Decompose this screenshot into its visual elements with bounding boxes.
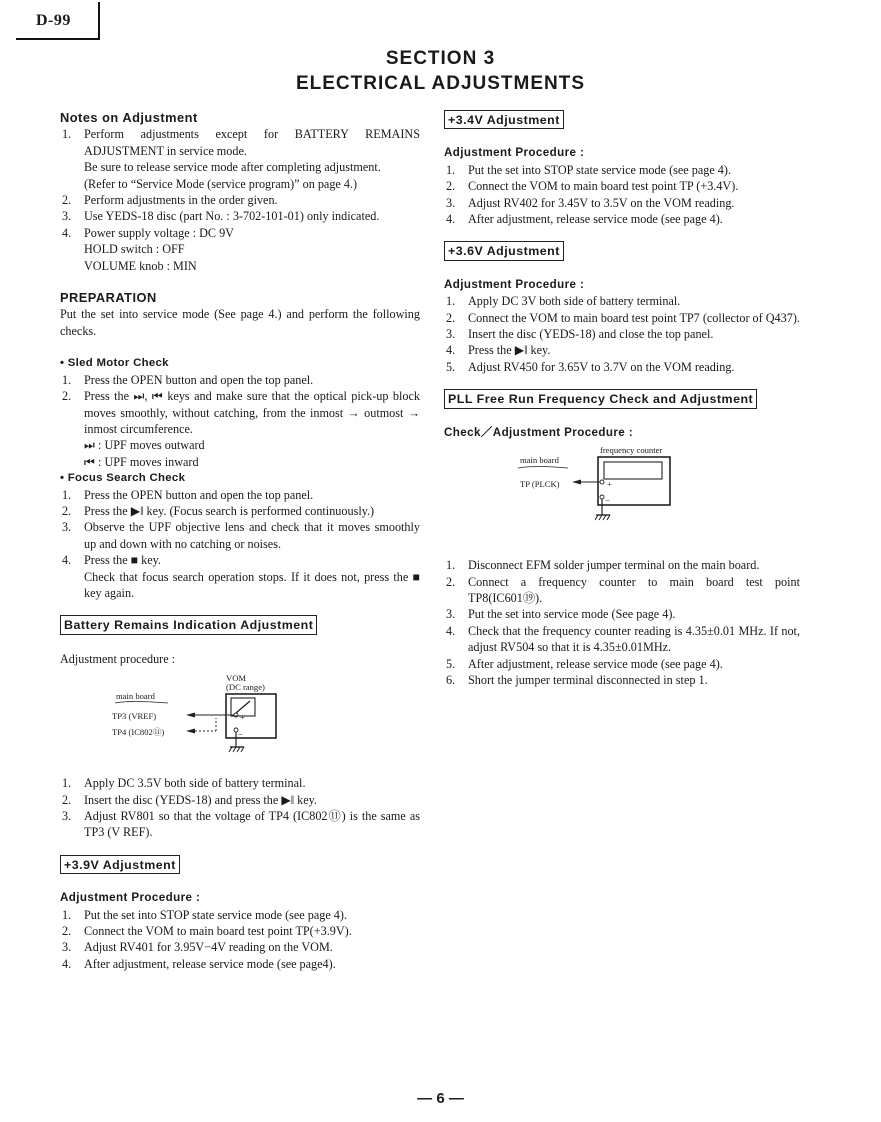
adj34-3-text: Adjust RV402 for 3.45V to 3.5V on the VOM reading. <box>468 195 735 210</box>
sled-legend-forward: ⏭ : UPF moves outward <box>84 438 205 453</box>
notes-item-1 <box>60 126 420 192</box>
item-number: 2. <box>446 310 456 325</box>
battery-heading: Battery Remains Indication Adjustment <box>60 615 317 634</box>
pll-1-text: Disconnect EFM solder jumper terminal on the main board. <box>468 558 760 573</box>
model-number: D-99 <box>36 12 71 29</box>
adj36-2-text: Connect the VOM to main board test point TP7 (collector of Q437). <box>468 310 800 325</box>
focus-4-text: Press the ■ key. <box>84 553 161 568</box>
adj36-item-3 <box>444 326 800 342</box>
focus-search-heading: • Focus Search Check <box>60 472 186 485</box>
notes-item-2 <box>60 192 420 208</box>
battery-procedure-label: Adjustment procedure : <box>60 651 176 666</box>
item-number: 4. <box>446 343 456 358</box>
section-number: SECTION 3 <box>385 48 496 69</box>
battery-item-3 <box>60 808 420 841</box>
tp3-label: TP3 (VREF) <box>112 711 157 722</box>
item-number: 1. <box>446 294 456 309</box>
notes-item-4 <box>60 225 420 274</box>
adj39-item-4 <box>60 956 420 972</box>
tp4-label: TP4 (IC802⑪) <box>112 727 165 738</box>
adj39-3-text: Adjust RV401 for 3.95V−4V reading on the VOM. <box>84 940 333 955</box>
adj39-item-3 <box>60 939 420 955</box>
adj36-item-1 <box>444 293 800 309</box>
focus-item-1 <box>60 487 420 503</box>
adj36-item-4 <box>444 342 800 358</box>
pll-item-3 <box>444 606 800 622</box>
sled-legend-backward: ⏮ : UPF moves inward <box>84 454 199 469</box>
sled-1-text: Press the OPEN button and open the top panel. <box>84 372 314 387</box>
vom-label: VOM <box>226 673 247 684</box>
hold-switch-text: HOLD switch : OFF <box>84 242 185 257</box>
vom-minus-label: − <box>238 729 243 740</box>
adj36-item-2 <box>444 310 800 326</box>
pll-item-4 <box>444 623 800 656</box>
pll-counter-diagram <box>444 441 800 557</box>
item-number: 4. <box>62 956 72 971</box>
focus-item-3 <box>60 519 420 552</box>
item-number: 2. <box>62 924 72 939</box>
focus-2-text: Press the ▶‖ key. (Focus search is performed continuously.) <box>84 503 375 518</box>
sled-2-text: Press the ⏭, ⏮ keys and make sure that the optical pick-up block moves smoothly, without catching, from the inmost → outmost → inmost circumference. <box>84 389 420 436</box>
sled-item-2 <box>60 388 420 437</box>
item-number: 1. <box>62 487 72 502</box>
battery-item-2 <box>60 792 420 808</box>
focus-3-text: Observe the UPF objective lens and check that it moves smoothly up and down with no catching or noises. <box>84 520 420 551</box>
battery-vom-diagram <box>60 667 420 767</box>
notes-1-text: Perform adjustments except for BATTERY REMAINS ADJUSTMENT in service mode. <box>84 127 420 158</box>
item-number: 2. <box>446 574 456 589</box>
adj34-item-2 <box>444 178 800 194</box>
pll-item-2 <box>444 574 800 607</box>
main-board-label: main board <box>116 691 155 702</box>
battery-1-text: Apply DC 3.5V both side of battery terminal. <box>84 776 306 791</box>
adj36-procedure-label: Adjustment Procedure : <box>444 277 585 291</box>
adj34-item-4 <box>444 211 800 227</box>
pll-item-5 <box>444 656 800 672</box>
adj34-2-text: Connect the VOM to main board test point TP (+3.4V). <box>468 179 739 194</box>
item-number: 2. <box>62 792 72 807</box>
adj39-procedure-label: Adjustment Procedure : <box>60 891 201 905</box>
adj34-heading: +3.4V Adjustment <box>444 110 564 129</box>
model-tab <box>16 2 100 40</box>
pll-4-text: Check that the frequency counter reading is 4.35±0.01 MHz. If not, adjust RV504 so that it is 4.35±0.01MHz. <box>468 623 800 655</box>
adj39-4-text: After adjustment, release service mode (see page4). <box>84 956 336 971</box>
item-number: 1. <box>446 558 456 573</box>
item-number: 1. <box>446 162 456 177</box>
item-number: 1. <box>62 907 72 922</box>
item-number: 4. <box>62 225 72 240</box>
counter-plus-label: + <box>607 479 612 490</box>
left-column <box>60 110 420 972</box>
section-title: ELECTRICAL ADJUSTMENTS <box>295 73 586 94</box>
item-number: 1. <box>62 776 72 791</box>
notes-1-text-c: (Refer to “Service Mode (service program)” on page 4.) <box>84 176 358 191</box>
notes-item-3 <box>60 208 420 224</box>
vom-range-label: (DC range) <box>226 682 265 693</box>
item-number: 3. <box>446 195 456 210</box>
vom-schematic <box>60 667 300 767</box>
item-number: 1. <box>62 127 72 142</box>
item-number: 2. <box>62 503 72 518</box>
item-number: 6. <box>446 672 456 687</box>
power-supply-text: Power supply voltage : DC 9V <box>84 225 234 240</box>
sled-item-1 <box>60 372 420 388</box>
battery-2-text: Insert the disc (YEDS-18) and press the ▶‖ key. <box>84 792 318 807</box>
item-number: 2. <box>62 389 72 404</box>
adj39-item-1 <box>60 907 420 923</box>
adj36-1-text: Apply DC 3V both side of battery terminal. <box>468 294 681 309</box>
adj36-4-text: Press the ▶‖ key. <box>468 343 551 358</box>
item-number: 2. <box>446 179 456 194</box>
tp-plck-label: TP (PLCK) <box>520 479 560 490</box>
focus-item-2 <box>60 503 420 519</box>
focus-note: Check that focus search operation stops. If it does not, press the ■ key again. <box>84 569 420 600</box>
item-number: 4. <box>446 212 456 227</box>
adj34-item-3 <box>444 195 800 211</box>
item-number: 3. <box>62 940 72 955</box>
pll-6-text: Short the jumper terminal disconnected in step 1. <box>468 672 708 687</box>
item-number: 1. <box>62 372 72 387</box>
adj36-heading: +3.6V Adjustment <box>444 241 564 260</box>
page-number: — 6 — <box>417 1090 464 1107</box>
notes-2-text: Perform adjustments in the order given. <box>84 193 278 208</box>
pll-heading: PLL Free Run Frequency Check and Adjustment <box>444 389 757 408</box>
adj39-1-text: Put the set into STOP state service mode (see page 4). <box>84 907 347 922</box>
sled-motor-heading: • Sled Motor Check <box>60 357 169 370</box>
adj34-1-text: Put the set into STOP state service mode (see page 4). <box>468 162 731 177</box>
notes-3-text: Use YEDS-18 disc (part No. : 3-702-101-01) only indicated. <box>84 209 380 224</box>
notes-1-text-b: Be sure to release service mode after completing adjustment. <box>84 160 381 175</box>
adj39-2-text: Connect the VOM to main board test point TP(+3.9V). <box>84 924 352 939</box>
volume-knob-text: VOLUME knob : MIN <box>84 258 197 273</box>
notes-heading: Notes on Adjustment <box>60 110 198 125</box>
item-number: 3. <box>62 209 72 224</box>
adj34-4-text: After adjustment, release service mode (see page 4). <box>468 212 723 227</box>
item-number: 3. <box>446 607 456 622</box>
preparation-heading: PREPARATION <box>60 290 157 306</box>
item-number: 3. <box>62 809 72 823</box>
focus-item-4 <box>60 552 420 568</box>
item-number: 4. <box>446 623 456 638</box>
preparation-text: Put the set into service mode (See page 4.) and perform the following checks. <box>60 307 420 338</box>
adj36-5-text: Adjust RV450 for 3.65V to 3.7V on the VOM reading. <box>468 359 735 374</box>
adj39-heading: +3.9V Adjustment <box>60 855 180 874</box>
counter-minus-label: − <box>605 495 610 506</box>
frequency-counter-label: frequency counter <box>600 445 663 456</box>
right-column <box>444 110 800 688</box>
item-number: 3. <box>446 327 456 342</box>
adj36-item-5 <box>444 359 800 375</box>
pll-schematic <box>444 441 704 557</box>
item-number: 5. <box>446 656 456 671</box>
pll-5-text: After adjustment, release service mode (see page 4). <box>468 656 723 671</box>
adj34-procedure-label: Adjustment Procedure : <box>444 146 585 160</box>
pll-3-text: Put the set into service mode (See page 4). <box>468 607 676 622</box>
item-number: 3. <box>62 520 72 535</box>
focus-1-text: Press the OPEN button and open the top panel. <box>84 487 314 502</box>
main-board-label-2: main board <box>520 455 559 466</box>
item-number: 5. <box>446 359 456 374</box>
adj34-item-1 <box>444 162 800 178</box>
item-number: 4. <box>62 553 72 568</box>
adj36-3-text: Insert the disc (YEDS-18) and close the top panel. <box>468 327 714 342</box>
battery-item-1 <box>60 775 420 791</box>
pll-item-1 <box>444 557 800 573</box>
vom-plus-label: + <box>240 712 245 723</box>
battery-3-text: Adjust RV801 so that the voltage of TP4 (IC802⑪) is the same as TP3 (V REF). <box>84 809 420 840</box>
item-number: 2. <box>62 193 72 208</box>
pll-2-text: Connect a frequency counter to main board test point TP8(IC601⑲). <box>468 574 800 605</box>
pll-procedure-label: Check／Adjustment Procedure : <box>444 425 634 439</box>
adj39-item-2 <box>60 923 420 939</box>
pll-item-6 <box>444 672 800 688</box>
